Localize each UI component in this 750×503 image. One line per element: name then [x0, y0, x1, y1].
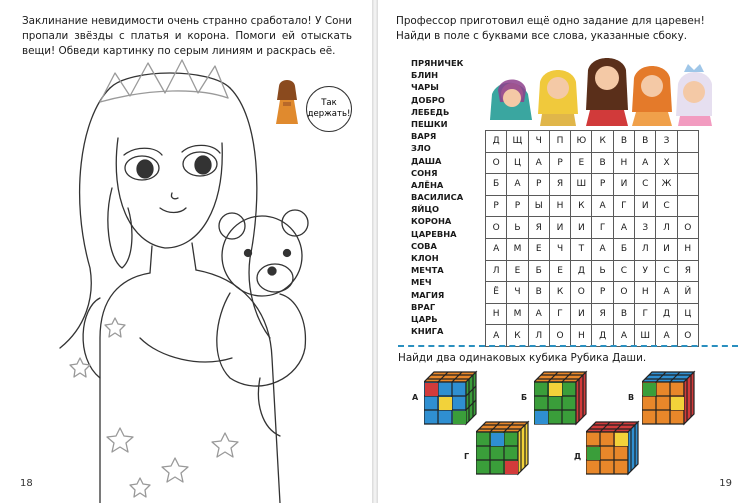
grid-cell[interactable]: В [613, 303, 634, 325]
mini-fairy-icon [270, 78, 304, 128]
grid-cell[interactable]: Ы [528, 195, 549, 217]
grid-cell[interactable]: Р [549, 152, 570, 174]
word-item: ПРЯНИЧЕК [411, 58, 464, 68]
grid-cell[interactable]: У [635, 260, 656, 282]
word-item: МЕЧ [411, 277, 432, 288]
grid-cell[interactable]: Д [592, 325, 613, 347]
grid-cell[interactable]: Е [571, 152, 592, 174]
grid-cell[interactable]: С [613, 260, 634, 282]
grid-cell[interactable]: В [528, 282, 549, 304]
grid-cell[interactable]: Я [677, 260, 698, 282]
grid-cell[interactable]: Ё [486, 282, 507, 304]
grid-row [486, 174, 699, 196]
word-item: ДОБРО [411, 94, 445, 105]
grid-cell[interactable]: И [571, 303, 592, 325]
grid-cell[interactable]: А [528, 152, 549, 174]
grid-cell[interactable]: Б [528, 260, 549, 282]
grid-cell[interactable]: Н [549, 195, 570, 217]
grid-cell[interactable]: О [486, 152, 507, 174]
princesses-illustration [488, 54, 713, 126]
grid-row [486, 217, 699, 239]
grid-cell[interactable]: А [486, 238, 507, 260]
grid-cell[interactable]: А [635, 152, 656, 174]
grid-cell[interactable]: Н [677, 238, 698, 260]
grid-cell[interactable]: К [549, 282, 570, 304]
grid-cell[interactable]: З [635, 217, 656, 239]
word-item: ЗЛО [411, 143, 431, 154]
grid-cell[interactable]: О [677, 325, 698, 347]
grid-cell[interactable]: Ц [507, 152, 528, 174]
grid-cell[interactable]: Е [549, 260, 570, 282]
grid-cell[interactable]: И [571, 217, 592, 239]
page-number-left: 18 [20, 478, 33, 489]
grid-cell[interactable]: Б [613, 238, 634, 260]
grid-cell[interactable]: В [592, 152, 613, 174]
grid-row [486, 282, 699, 304]
grid-row [486, 152, 699, 174]
grid-cell[interactable]: И [656, 238, 677, 260]
word-item: ДАША [411, 155, 442, 166]
grid-row [486, 238, 699, 260]
word-item: ВАСИЛИСА [411, 192, 464, 203]
wordsearch-instructions: Профессор приготовил ещё одно задание для царевен! Найди в поле с буквами все слова, указанные сбоку. [396, 15, 705, 42]
grid-cell[interactable]: О [486, 217, 507, 239]
grid-cell[interactable]: Р [528, 174, 549, 196]
grid-cell[interactable]: Л [656, 217, 677, 239]
rubik-instructions: Найди два одинаковых кубика Рубика Даши. [398, 352, 647, 364]
rubik-cube-a[interactable] [424, 370, 482, 426]
rubik-cube-v[interactable] [642, 370, 700, 426]
cube-label-g: Г [464, 452, 470, 461]
grid-cell[interactable]: Г [592, 217, 613, 239]
grid-cell[interactable]: П [549, 131, 570, 153]
grid-cell[interactable]: Л [486, 260, 507, 282]
word-item: СОВА [411, 240, 437, 251]
grid-row [486, 303, 699, 325]
rubik-cube-d[interactable] [586, 420, 644, 476]
word-item: ЛЕБЕДЬ [411, 106, 450, 117]
grid-cell[interactable] [677, 195, 698, 217]
grid-cell[interactable]: С [656, 260, 677, 282]
word-item: ЦАРЬ [411, 313, 438, 324]
word-item: БЛИН [411, 70, 439, 81]
grid-cell[interactable]: Я [592, 303, 613, 325]
grid-cell[interactable]: Р [592, 174, 613, 196]
word-item: ПЕШКИ [411, 118, 448, 129]
word-item: АЛЁНА [411, 179, 444, 190]
grid-cell[interactable]: Ь [507, 217, 528, 239]
grid-cell[interactable] [677, 174, 698, 196]
grid-cell[interactable]: А [528, 303, 549, 325]
grid-cell[interactable]: Ж [656, 174, 677, 196]
grid-cell[interactable]: Н [613, 152, 634, 174]
cube-label-d: Д [574, 452, 582, 461]
speech-bubble: Так держать! [306, 86, 352, 132]
grid-cell[interactable]: Н [635, 282, 656, 304]
grid-cell[interactable]: Г [635, 303, 656, 325]
grid-cell[interactable]: Р [486, 195, 507, 217]
grid-cell[interactable]: Е [507, 260, 528, 282]
grid-cell[interactable]: М [507, 238, 528, 260]
grid-cell[interactable]: К [571, 195, 592, 217]
word-item: ЯЙЦО [411, 204, 440, 215]
grid-cell[interactable]: Г [613, 195, 634, 217]
grid-cell[interactable] [677, 131, 698, 153]
word-item: КНИГА [411, 326, 444, 337]
grid-cell[interactable]: В [613, 131, 634, 153]
grid-cell[interactable]: А [656, 325, 677, 347]
page-number-right: 19 [719, 478, 732, 489]
section-divider [398, 345, 738, 347]
grid-cell[interactable]: Н [486, 303, 507, 325]
grid-cell[interactable]: Я [528, 217, 549, 239]
grid-cell[interactable]: Н [571, 325, 592, 347]
word-item: МЕЧТА [411, 265, 444, 276]
grid-cell[interactable]: Щ [507, 131, 528, 153]
word-item: МАГИЯ [411, 289, 445, 300]
wordsearch-grid [485, 130, 699, 347]
grid-cell[interactable]: Ш [635, 325, 656, 347]
grid-cell[interactable]: Б [486, 174, 507, 196]
grid-cell[interactable]: Я [549, 174, 570, 196]
grid-cell[interactable]: Й [677, 282, 698, 304]
word-item: ЧАРЫ [411, 82, 439, 93]
right-page [378, 0, 750, 503]
grid-cell[interactable]: Ь [592, 260, 613, 282]
cube-label-a: А [412, 393, 419, 402]
grid-cell[interactable]: А [613, 217, 634, 239]
cube-label-b: Б [521, 393, 528, 402]
grid-cell[interactable]: С [656, 195, 677, 217]
grid-cell[interactable] [677, 152, 698, 174]
grid-cell[interactable]: О [571, 282, 592, 304]
grid-cell[interactable]: И [613, 174, 634, 196]
grid-cell[interactable]: Р [507, 195, 528, 217]
word-item: КОРОНА [411, 216, 452, 227]
grid-cell[interactable]: И [635, 195, 656, 217]
left-instructions: Заклинание невидимости очень странно сработало! У Сони пропали звёзды с платья и корона. Помоги ей отыскать вещи! Обведи картинку по серым линиям и раскрась её. [22, 15, 352, 57]
grid-cell[interactable]: К [507, 325, 528, 347]
word-item: ВАРЯ [411, 131, 437, 142]
grid-cell[interactable]: Т [571, 238, 592, 260]
word-item: СОНЯ [411, 167, 438, 178]
grid-cell[interactable]: А [656, 282, 677, 304]
grid-cell[interactable]: М [507, 303, 528, 325]
word-item: ВРАГ [411, 301, 436, 312]
grid-cell[interactable]: Л [635, 238, 656, 260]
grid-cell[interactable]: Л [528, 325, 549, 347]
grid-cell[interactable]: Д [656, 303, 677, 325]
grid-cell[interactable]: Ч [549, 238, 570, 260]
grid-cell[interactable]: Ю [571, 131, 592, 153]
grid-cell[interactable]: Ч [528, 131, 549, 153]
grid-cell[interactable]: О [677, 217, 698, 239]
grid-cell[interactable]: И [549, 217, 570, 239]
grid-cell[interactable]: А [592, 238, 613, 260]
word-item: ЦАРЕВНА [411, 228, 457, 239]
grid-cell[interactable]: Ч [507, 282, 528, 304]
grid-cell[interactable]: К [592, 131, 613, 153]
grid-cell[interactable]: С [635, 174, 656, 196]
grid-cell[interactable]: О [613, 282, 634, 304]
rubik-cube-g[interactable] [476, 420, 534, 476]
grid-row [486, 260, 699, 282]
grid-cell[interactable]: Ц [677, 303, 698, 325]
grid-cell[interactable]: З [656, 131, 677, 153]
grid-row [486, 325, 699, 347]
grid-row [486, 131, 699, 153]
grid-cell[interactable]: Е [528, 238, 549, 260]
rubik-cube-b[interactable] [534, 370, 592, 426]
grid-cell[interactable]: Г [549, 303, 570, 325]
left-page [0, 0, 372, 503]
grid-cell[interactable]: Ш [571, 174, 592, 196]
word-list [411, 57, 463, 337]
word-item: КЛОН [411, 253, 439, 263]
grid-cell[interactable]: А [486, 325, 507, 347]
grid-cell[interactable]: Р [592, 282, 613, 304]
grid-cell[interactable]: В [635, 131, 656, 153]
grid-cell[interactable]: А [613, 325, 634, 347]
grid-cell[interactable]: Х [656, 152, 677, 174]
grid-row [486, 195, 699, 217]
grid-cell[interactable]: Д [486, 131, 507, 153]
grid-cell[interactable]: А [507, 174, 528, 196]
grid-cell[interactable]: А [592, 195, 613, 217]
cube-label-v: В [628, 393, 635, 402]
grid-cell[interactable]: Д [571, 260, 592, 282]
grid-cell[interactable]: О [549, 325, 570, 347]
